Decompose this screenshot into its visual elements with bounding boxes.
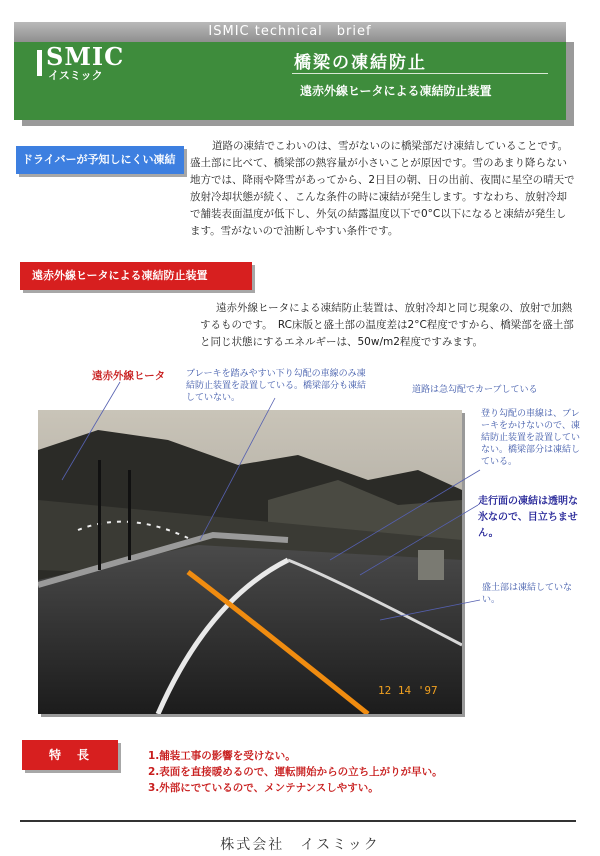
section-label-unpredictable-ice: ドライバーが予知しにくい凍結 [16,146,184,174]
section-label-heater-device: 遠赤外線ヒータによる凍結防止装置 [20,262,252,290]
features-label: 特 長 [22,740,118,770]
page-title: 橋梁の凍結防止 [294,53,427,73]
annotation-uphill-lane: 登り勾配の車線は、ブレーキをかけないので、凍結防止装置を設置していない。橋梁部分は凍結している。 [481,409,581,467]
annotation-brake-lane: ブレーキを踏みやすい下り勾配の車線のみ凍結防止装置を設置している。橋梁部分も凍結していない。 [186,369,367,403]
photo-date-stamp: 12 14 '97 [378,684,438,697]
section1-paragraph: 道路の凍結でこわいのは、雪がないのに橋梁部だけ凍結していることです。盛土部に比べて、橋梁部の熱容量が小さいことが原因です。雪のあまり降らない地方では、降雨や降雪があってから、2日目の朝、日の出前、夜間に星空の晴天で放射冷却状態が続く、こんな条件の時に凍結が発生します。すなわち、放射冷却で舗装表面温度が低下し、外気の結露温度以下で0°C以下になると凍結が発生します。雪がないので油断しやすい条件です。 [190,140,575,237]
header-top-label: ISMIC technical brief [14,22,566,42]
page-subtitle: 遠赤外線ヒータによる凍結防止装置 [300,84,492,98]
section2-paragraph: 遠赤外線ヒータによる凍結防止装置は、放射冷却と同じ現象の、放射で加熱するものです。 RC床版と盛土部の温度差は2°C程度ですから、橋梁部を盛土部と同じ状態にするエネルギーは、50w/m2程度ですみます。 [200,302,574,348]
annotation-transparent-ice: 走行面の凍結は透明な氷なので、目立ちません。 [478,496,578,539]
features-list [148,748,443,796]
footer-company: 株式会社 イスミック [220,837,380,853]
annotation-curve: 道路は急勾配でカーブしている [412,385,538,395]
logo-main-text: SMIC [46,42,125,71]
feature-item: 2.表面を直接暖めるので、運転開始からの立ち上がりが早い。 [148,766,443,778]
annotation-heater: 遠赤外線ヒータ [92,370,166,382]
logo-sub-text: イスミック [48,69,103,82]
feature-item: 1.舗装工事の影響を受けない。 [148,750,296,762]
annotation-embankment: 盛土部は凍結していない。 [482,583,573,605]
footer-divider [20,820,576,822]
feature-item: 3.外部にでているので、メンテナンスしやすい。 [148,782,379,794]
